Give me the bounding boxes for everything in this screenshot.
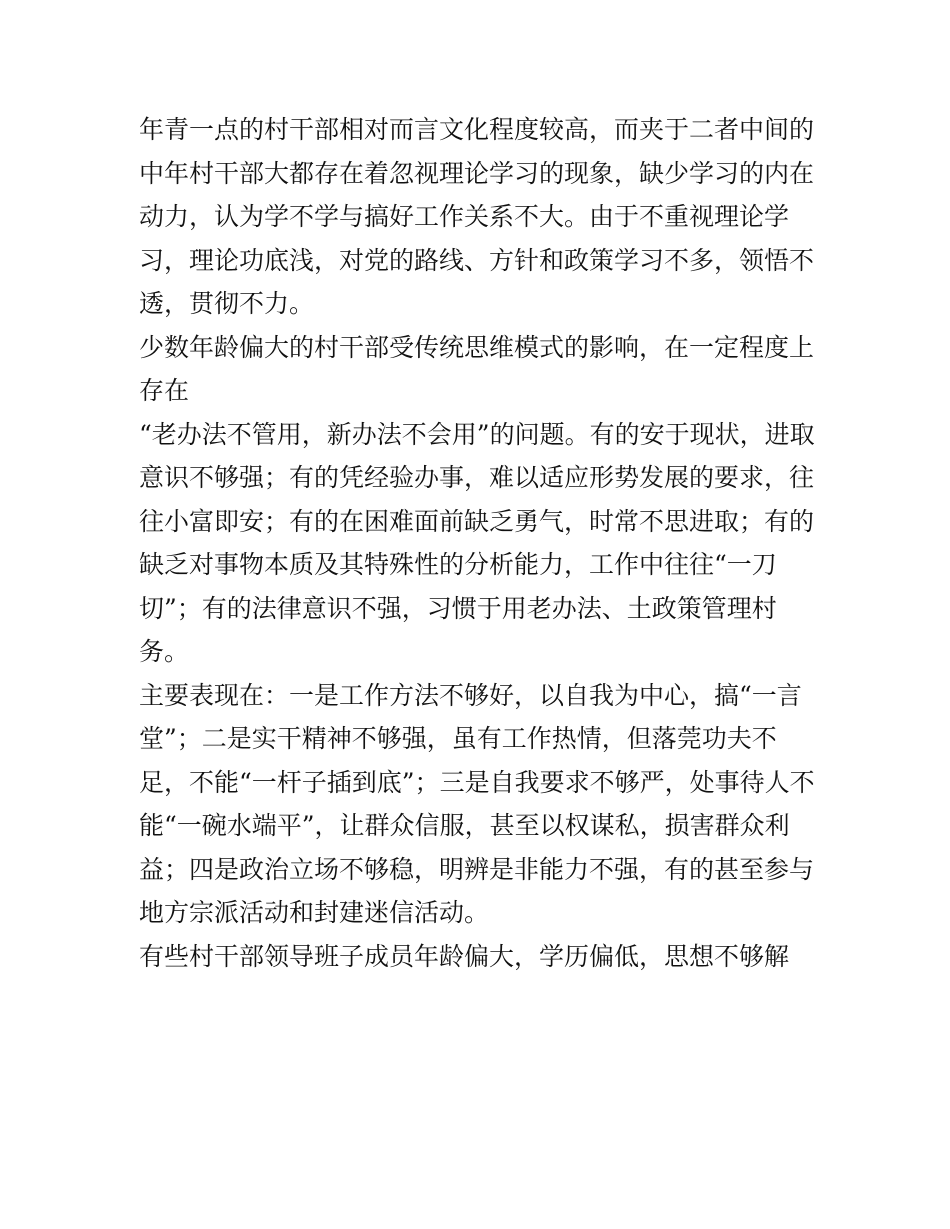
- text-line: 务。: [139, 637, 190, 666]
- text-line: 年青一点的村干部相对而言文化程度较高，而夹于二者中间的: [139, 115, 815, 144]
- text-line: 习，理论功底浅，对党的路线、方针和政策学习不多，领悟不: [139, 245, 815, 275]
- text-line: 动力，认为学不学与搞好工作关系不大。由于不重视理论学: [139, 202, 790, 231]
- text-line: 有些村干部领导班子成员年龄偏大，学历偏低，思想不够解: [139, 941, 790, 971]
- text-line: 堂”；二是实干精神不够强，虽有工作热情，但落莞功夫不: [139, 724, 777, 753]
- text-line: “老办法不管用，新办法不会用”的问题。有的安于现状，进取: [139, 419, 815, 449]
- text-line: 地方宗派活动和封建迷信活动。: [139, 898, 490, 927]
- text-line: 足，不能“一杆子插到底”；三是自我要求不够严，处事待人不: [139, 767, 815, 797]
- text-line: 存在: [139, 376, 190, 405]
- body-text: [139, 108, 829, 978]
- text-line: 益；四是政治立场不够稳，明辨是非能力不强，有的甚至参与: [139, 854, 815, 884]
- text-line: 能“一碗水端平”，让群众信服，甚至以权谋私，损害群众利: [139, 811, 790, 840]
- text-line: 透，贯彻不力。: [139, 289, 315, 318]
- text-line: 中年村干部大都存在着忽视理论学习的现象，缺少学习的内在: [139, 158, 815, 188]
- text-line: 缺乏对事物本质及其特殊性的分析能力，工作中往往“一刀: [139, 550, 777, 579]
- text-line: 往小富即安；有的在困难面前缺乏勇气，时常不思进取；有的: [139, 506, 815, 536]
- text-line: 切”；有的法律意识不强，习惯于用老办法、土政策管理村: [139, 593, 777, 623]
- text-line: 主要表现在：一是工作方法不够好，以自我为中心，搞“一言: [139, 680, 802, 710]
- text-line: 少数年龄偏大的村干部受传统思维模式的影响，在一定程度上: [139, 332, 815, 362]
- text-line: 意识不够强；有的凭经验办事，难以适应形势发展的要求，往: [139, 463, 815, 492]
